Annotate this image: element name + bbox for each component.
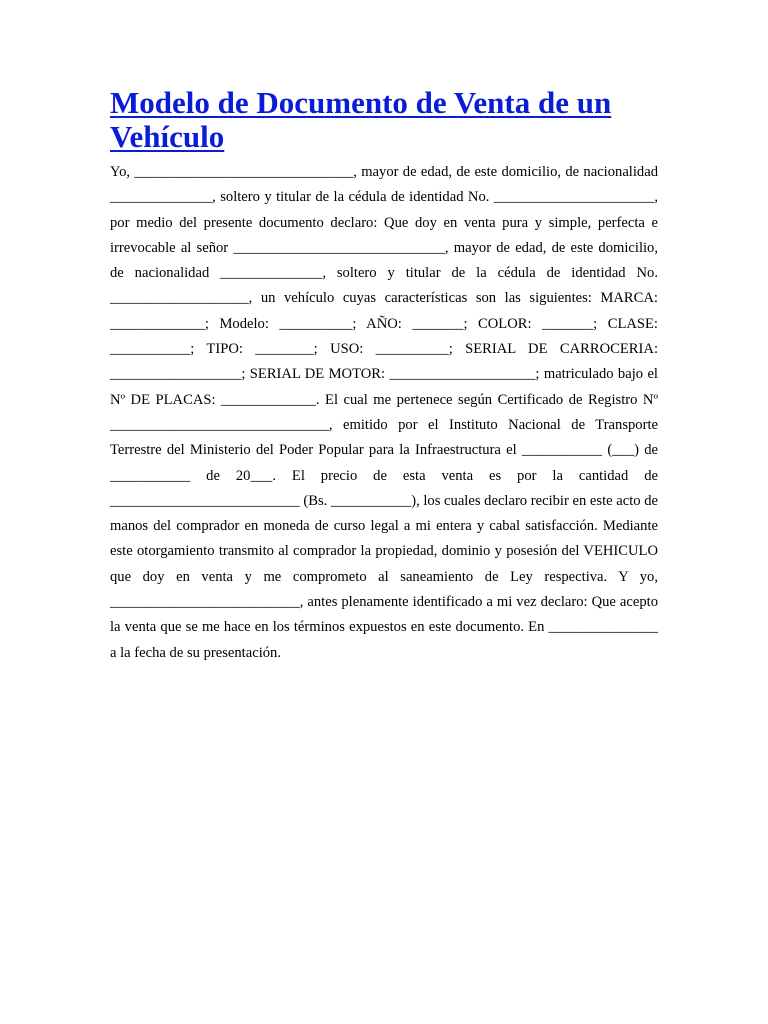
document-title: Modelo de Documento de Venta de un Vehículo [110, 85, 612, 154]
document-body-paragraph: Yo, ______________________________, mayor de edad, de este domicilio, de nacionalidad ______________, soltero y titular de la cédula de identidad No. ______________________, por medio del presente documento declaro: Que doy en venta pura y simple, perfecta e irrevocable al señor _____________________________, mayor de edad, de este domicilio, de nacionalidad ______________, soltero y titular de la cédula de identidad No. ___________________, un vehículo cuyas características son las siguientes: MARCA: _____________; Modelo: __________; AÑO: _______; COLOR: _______; CLASE: ___________; TIPO: ________; USO: __________; SERIAL DE CARROCERIA: __________________; SERIAL DE MOTOR: ____________________; matriculado bajo el Nº DE PLACAS: _____________. El cual me pertenece según Certificado de Registro Nº ______________________________, emitido por el Instituto Nacional de Transporte Terrestre del Ministerio del Poder Popular para la Infraestructura el ___________ (___) de ___________ de 20___. El precio de esta venta es por la cantidad de __________________________ (Bs. ___________), los cuales declaro recibir en este acto de manos del comprador en moneda de curso legal a mi entera y cabal satisfacción. Mediante este otorgamiento transmito al comprador la propiedad, dominio y posesión del VEHICULO que doy en venta y me comprometo al saneamiento de Ley respectiva. Y yo, __________________________, antes plenamente identificado a mi vez declaro: Que acepto la venta que se me hace en los términos expuestos en este documento. En _______________ a la fecha de su presentación. [110, 164, 658, 661]
document-page [110, 86, 658, 666]
